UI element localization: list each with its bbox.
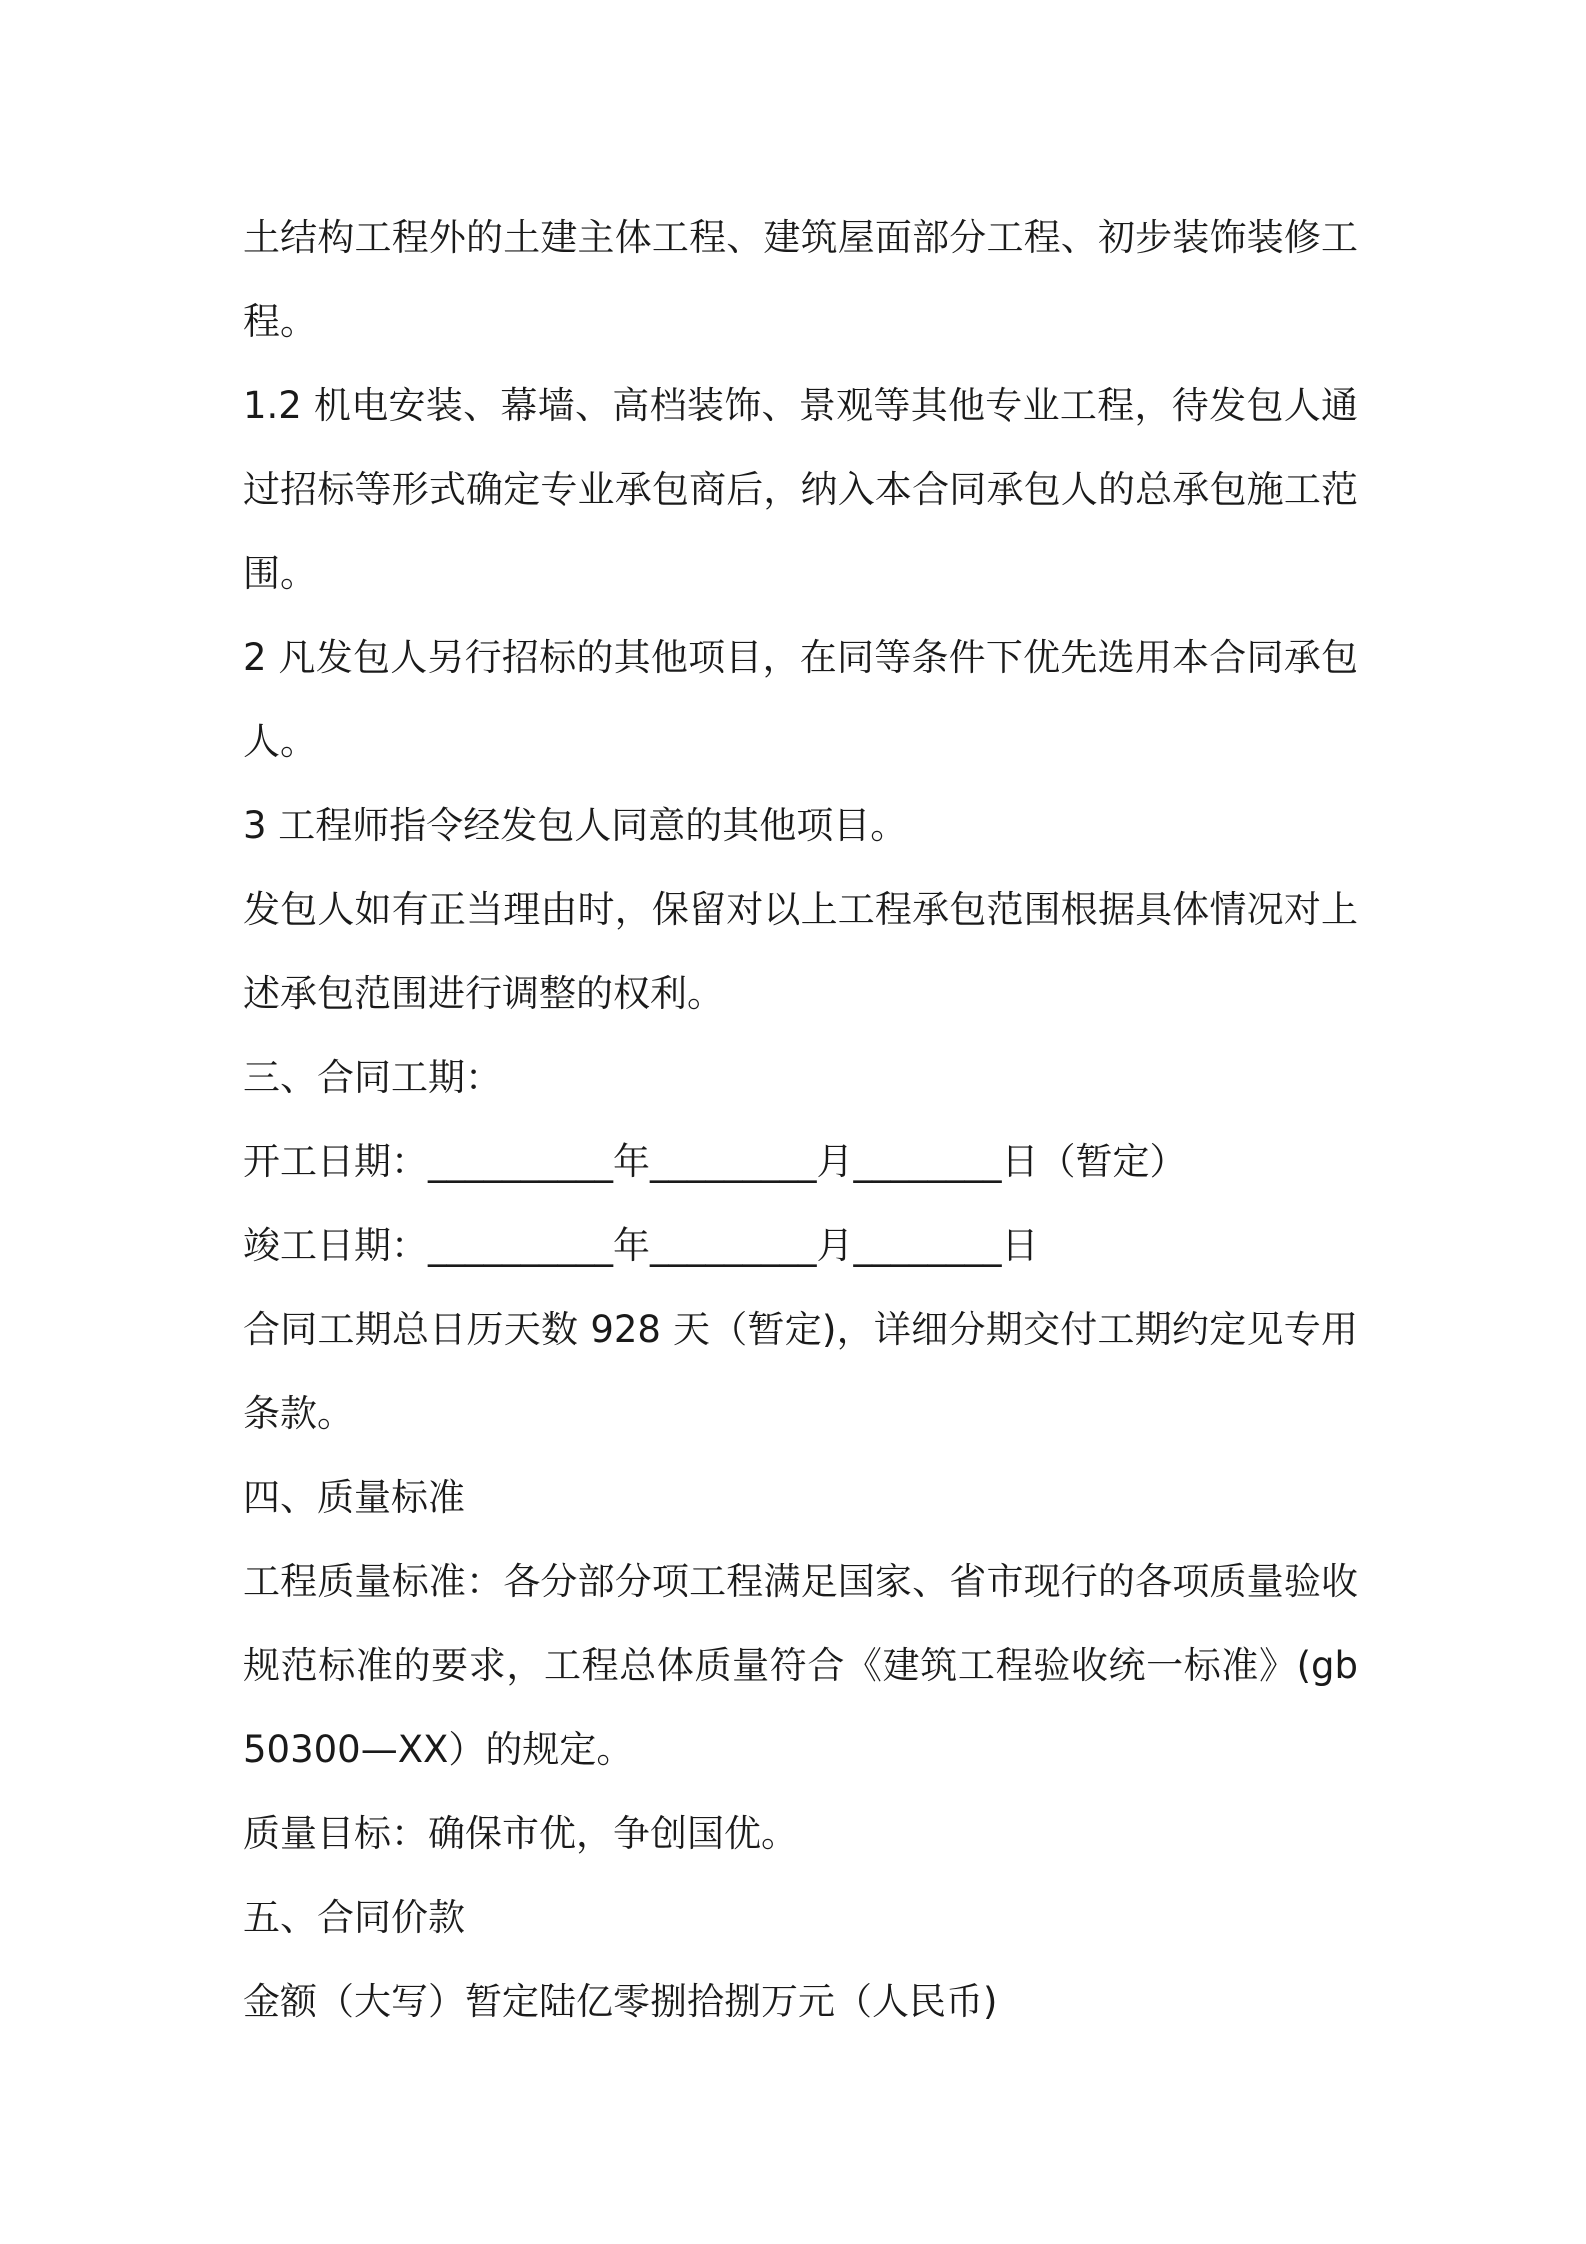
document-body [243, 196, 1358, 2044]
paragraph-quality-target: 质量目标：确保市优，争创国优。 [243, 1812, 798, 1855]
completion-date-line: 竣工日期：__________年_________月________日 [243, 1224, 1039, 1267]
paragraph-scope-3-engineer-instructions: 3 工程师指令经发包人同意的其他项目。 [243, 804, 908, 847]
start-date-line: 开工日期：__________年_________月________日（暂定） [243, 1140, 1187, 1183]
paragraph-scope-2-other-tenders: 2 凡发包人另行招标的其他项目，在同等条件下优先选用本合同承包人。 [243, 636, 1358, 763]
paragraph-quality-standard: 工程质量标准：各分部分项工程满足国家、省市现行的各项质量验收规范标准的要求，工程总体质量符合《建筑工程验收统一标准》(gb 50300—XX）的规定。 [243, 1560, 1358, 1771]
section-heading-contract-period: 三、合同工期： [243, 1056, 502, 1099]
section-heading-quality-standard: 四、质量标准 [243, 1476, 465, 1519]
paragraph-scope-adjustment-right: 发包人如有正当理由时，保留对以上工程承包范围根据具体情况对上述承包范围进行调整的权利。 [243, 888, 1358, 1015]
paragraph-scope-1-2-specialty-works: 1.2 机电安装、幕墙、高档装饰、景观等其他专业工程，待发包人通过招标等形式确定专业承包商后，纳入本合同承包人的总承包施工范围。 [243, 384, 1358, 595]
paragraph-total-calendar-days: 合同工期总日历天数 928 天（暂定)，详细分期交付工期约定见专用条款。 [243, 1308, 1358, 1435]
paragraph-contract-amount: 金额（大写）暂定陆亿零捌拾捌万元（人民币) [243, 1980, 998, 2023]
paragraph-scope-civil-works: 土结构工程外的土建主体工程、建筑屋面部分工程、初步装饰装修工程。 [243, 216, 1358, 343]
section-heading-contract-price: 五、合同价款 [243, 1896, 465, 1939]
